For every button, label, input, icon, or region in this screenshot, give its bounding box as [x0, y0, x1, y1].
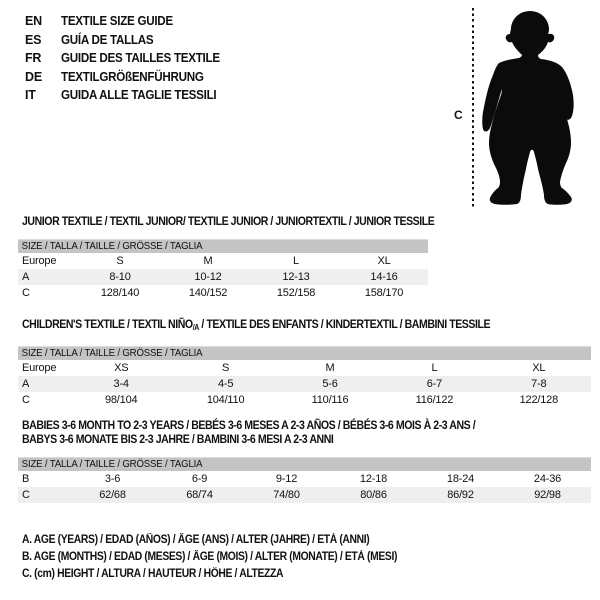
value-cell: 98/104	[104, 394, 138, 406]
value-cell: 3-4	[113, 378, 129, 390]
value-cell: 152/158	[276, 287, 316, 299]
size-cell: M	[325, 362, 335, 374]
size-cell: XL	[532, 362, 546, 374]
footnote-c: C. (cm) HEIGHT / ALTURA / HAUTEUR / HÖHE / ALTEZZA	[22, 568, 284, 580]
table-row-a	[18, 376, 591, 392]
size-cell: S	[116, 255, 124, 267]
babies-size-table	[18, 457, 591, 503]
value-cell: 24-36	[533, 473, 562, 485]
babies-title-line2: BABYS 3-6 MONATE BIS 2-3 JAHRE / BAMBINI 3-6 MESI A 2-3 ANNI	[22, 431, 334, 446]
value-cell: 12-18	[359, 473, 388, 485]
value-cell: 104/110	[206, 394, 245, 406]
junior-section-title: JUNIOR TEXTILE / TEXTIL JUNIOR/ TEXTILE JUNIOR / JUNIORTEXTIL / JUNIOR TESSILE	[22, 214, 435, 228]
language-header	[25, 12, 232, 105]
value-cell: 128/140	[100, 287, 140, 299]
value-cell: 86/92	[447, 489, 474, 501]
value-cell: 10-12	[194, 271, 222, 283]
value-cell: 92/98	[534, 489, 561, 501]
table-row-c	[18, 285, 428, 301]
table-row-c	[18, 487, 591, 503]
value-cell: 74/80	[273, 489, 300, 501]
table-header-row	[18, 360, 591, 376]
size-cell: XL	[377, 255, 391, 267]
value-cell: 5-6	[322, 378, 338, 390]
children-section-title	[22, 318, 490, 335]
size-header-band	[18, 240, 428, 253]
children-title-subscript: /A	[192, 323, 199, 332]
row-label: C	[22, 489, 30, 501]
language-label: TEXTILGRÖßENFÜHRUNG	[61, 69, 204, 84]
language-label: GUÍA DE TALLAS	[61, 32, 154, 47]
value-cell: 12-13	[282, 271, 310, 283]
height-marker-label: C	[454, 108, 463, 122]
value-cell: 14-16	[370, 271, 398, 283]
height-dotted-line	[472, 8, 474, 209]
size-header-band	[18, 458, 591, 471]
value-cell: 158/170	[364, 287, 404, 299]
language-label: TEXTILE SIZE GUIDE	[61, 14, 173, 29]
row-label: C	[22, 287, 30, 299]
language-code: EN	[25, 14, 42, 29]
value-cell: 18-24	[446, 473, 475, 485]
row-label: B	[22, 473, 30, 485]
size-cell: M	[203, 255, 213, 267]
value-cell: 6-9	[191, 473, 208, 485]
value-cell: 116/122	[415, 394, 454, 406]
value-cell: 122/128	[519, 394, 559, 406]
row-label: A	[22, 378, 30, 390]
children-size-table	[18, 346, 591, 408]
value-cell: 4-5	[217, 378, 234, 390]
language-row-en	[25, 12, 232, 31]
junior-size-table	[18, 239, 428, 301]
babies-title-line1: BABIES 3-6 MONTH TO 2-3 YEARS / BEBÉS 3-6 MESES A 2-3 AÑOS / BÉBÉS 3-6 MOIS À 2-3 ANS /	[22, 418, 476, 432]
size-cell: L	[431, 362, 438, 374]
language-row-de	[25, 68, 232, 87]
babies-section-title	[22, 419, 537, 446]
footnote-a: A. AGE (YEARS) / EDAD (AÑOS) / ÂGE (ANS) / ALTER (JAHRE) / ETÀ (ANNI)	[22, 534, 370, 546]
language-row-it	[25, 86, 232, 105]
language-row-fr	[25, 49, 232, 68]
value-cell: 8-10	[109, 271, 131, 283]
size-band-label: SIZE / TALLA / TAILLE / GRÖSSE / TAGLIA	[21, 240, 203, 252]
size-header-band	[18, 347, 591, 360]
children-title-rest: / TEXTILE DES ENFANTS / KINDERTEXTIL / BAMBINI TESSILE	[198, 317, 491, 331]
size-band-label: SIZE / TALLA / TAILLE / GRÖSSE / TAGLIA	[21, 347, 203, 359]
value-cell: 80/86	[360, 489, 387, 501]
baby-silhouette-icon	[478, 6, 582, 210]
language-label: GUIDA ALLE TAGLIE TESSILI	[61, 88, 217, 103]
row-label: Europe	[22, 255, 57, 267]
size-band-label: SIZE / TALLA / TAILLE / GRÖSSE / TAGLIA	[21, 458, 203, 470]
row-label: Europe	[22, 362, 57, 374]
language-code: IT	[25, 88, 36, 103]
size-cell: L	[293, 255, 299, 267]
language-row-es	[25, 31, 232, 50]
table-row-b	[18, 471, 591, 487]
children-title-main: CHILDREN'S TEXTILE / TEXTIL NIÑO	[22, 317, 193, 331]
table-row-c	[18, 392, 591, 408]
table-header-row	[18, 253, 428, 269]
footnote-b: B. AGE (MONTHS) / EDAD (MESES) / ÂGE (MOIS) / ALTER (MONATE) / ETÀ (MESI)	[22, 551, 398, 563]
value-cell: 62/68	[99, 489, 126, 501]
value-cell: 9-12	[275, 473, 298, 485]
language-code: DE	[25, 69, 42, 84]
size-cell: XS	[114, 362, 129, 374]
value-cell: 7-8	[531, 378, 547, 390]
language-code: ES	[25, 32, 42, 47]
footnotes	[22, 532, 439, 583]
language-code: FR	[25, 51, 42, 66]
row-label: A	[22, 271, 30, 283]
value-cell: 3-6	[104, 473, 121, 485]
row-label: C	[22, 394, 30, 406]
value-cell: 6-7	[426, 378, 443, 390]
language-label: GUIDE DES TAILLES TEXTILE	[61, 51, 220, 66]
value-cell: 110/116	[311, 394, 349, 406]
size-cell: S	[222, 362, 230, 374]
table-row-a	[18, 269, 428, 285]
value-cell: 68/74	[186, 489, 213, 501]
value-cell: 140/152	[188, 287, 228, 299]
